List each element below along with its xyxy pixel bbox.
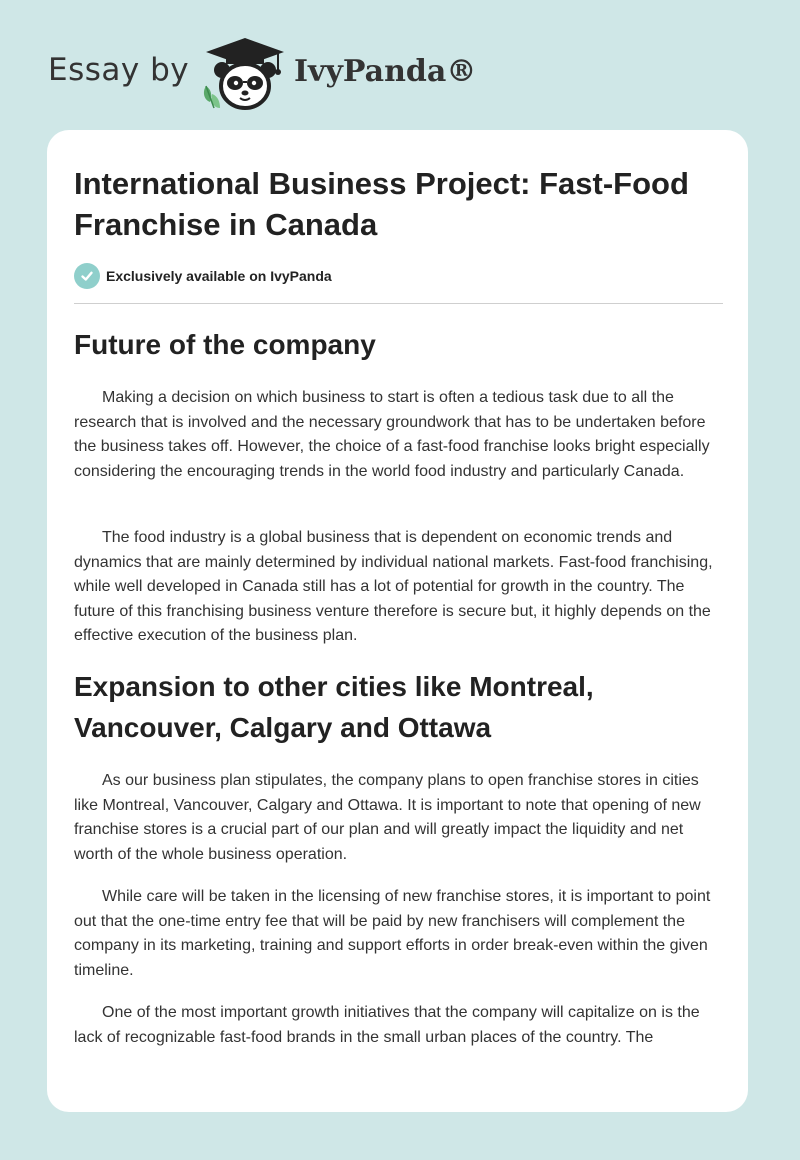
section-heading: Future of the company	[74, 329, 376, 360]
site-header	[48, 30, 508, 110]
paragraph: As our business plan stipulates, the company plans to open franchise stores in cities like Montreal, Vancouver, Calgary and Ottawa. It is important to note that opening of new franchise stores is a crucial part of our plan and will greatly impact the liquidity and net worth of the whole business operation.	[74, 772, 701, 863]
exclusive-badge	[74, 263, 332, 289]
section-heading: Expansion to other cities like Montreal, Vancouver, Calgary and Ottawa	[74, 671, 594, 743]
ivypanda-brand-name[interactable]: IvyPanda®	[294, 54, 477, 89]
essay-title: International Business Project: Fast-Food Franchise in Canada	[74, 166, 689, 242]
essay-by-label: Essay by	[48, 52, 190, 88]
ivypanda-logo-icon[interactable]	[200, 36, 290, 112]
paragraph: The food industry is a global business that is dependent on economic trends and dynamics that are mainly determined by individual national markets. Fast-food franchising, while well developed in Canada still has a lot of potential for growth in the country. The future of this franchising business venture therefore is secure but, it highly depends on the effective execution of the business plan.	[74, 529, 713, 644]
paragraph: Making a decision on which business to start is often a tedious task due to all the research that is involved and the necessary groundwork that has to be undertaken before the business takes off. However, the choice of a fast-food franchise looks bright especially considering the encouraging trends in the world food industry and particularly Canada.	[74, 389, 710, 480]
title-divider	[74, 303, 723, 304]
exclusive-badge-label: Exclusively available on IvyPanda	[106, 268, 332, 284]
paragraph: One of the most important growth initiatives that the company will capitalize on is the lack of recognizable fast-food brands in the small urban places of the country. The	[74, 1004, 700, 1046]
checkmark-icon	[74, 263, 100, 289]
paragraph: While care will be taken in the licensing of new franchise stores, it is important to point out that the one-time entry fee that will be paid by new franchisers will complement the company in its marketing, training and support efforts in order break-even within the given timeline.	[74, 888, 711, 979]
essay-card	[47, 130, 748, 1112]
